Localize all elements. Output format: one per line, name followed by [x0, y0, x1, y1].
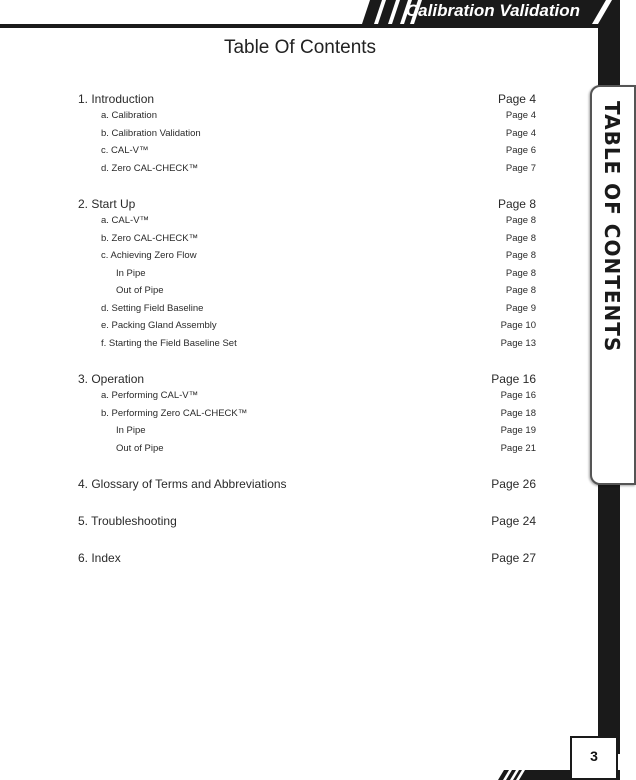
toc-section	[78, 92, 536, 180]
toc-subentry-label: e. Packing Gland Assembly	[101, 320, 217, 331]
toc-subentry-label: b. Calibration Validation	[101, 127, 201, 139]
toc-section	[78, 551, 536, 569]
toc-subentry-page: Page 8	[505, 232, 536, 244]
toc-subentry-label: a. Calibration	[101, 110, 157, 121]
toc-section	[78, 514, 536, 532]
toc-subentry-label: Out of Pipe	[116, 442, 164, 454]
toc-subentry	[78, 110, 536, 128]
toc-subentry	[78, 285, 536, 303]
top-rule	[0, 24, 602, 28]
toc-subentry	[78, 163, 536, 181]
toc-entry-page: Page 4	[497, 92, 536, 106]
toc-subentry	[78, 233, 536, 251]
toc-entry	[78, 92, 536, 110]
toc-subentry-page: Page 8	[505, 267, 536, 279]
toc-entry-label: 3. Operation	[78, 372, 145, 386]
toc-subentry-label: b. Zero CAL-CHECK™	[101, 232, 199, 244]
toc-section	[78, 197, 536, 355]
toc-subentry-page: Page 13	[500, 337, 536, 349]
toc-subentry-label: f. Starting the Field Baseline Set	[101, 337, 237, 349]
toc-entry	[78, 514, 536, 532]
toc-subentry	[78, 303, 536, 321]
toc-subentry	[78, 425, 536, 443]
toc-subentry-label: b. Performing Zero CAL-CHECK™	[101, 407, 248, 419]
toc-subentry-page: Page 18	[500, 407, 536, 419]
toc-subentry-label: Out of Pipe	[116, 285, 164, 296]
toc-entry	[78, 372, 536, 390]
toc-subentry-page: Page 4	[505, 127, 536, 139]
toc-entry-page: Page 16	[491, 372, 536, 386]
toc-entry	[78, 551, 536, 569]
section-tab-label: TABLE OF CONTENTS	[600, 101, 624, 353]
toc-subentry-page: Page 4	[505, 110, 536, 121]
toc-entry	[78, 197, 536, 215]
toc-subentry	[78, 128, 536, 146]
toc-subentry-page: Page 6	[505, 145, 536, 156]
toc-subentry	[78, 145, 536, 163]
toc-subentry-label: d. Zero CAL-CHECK™	[101, 162, 199, 174]
toc-subentry-page: Page 8	[505, 250, 536, 261]
toc-entry-page: Page 8	[497, 197, 536, 211]
toc-subentry-label: c. CAL-V™	[101, 145, 149, 156]
toc-subentry	[78, 250, 536, 268]
toc-subentry-label: d. Setting Field Baseline	[101, 302, 204, 314]
toc-subentry-page: Page 8	[505, 285, 536, 296]
toc-subentry	[78, 443, 536, 461]
toc-subentry	[78, 215, 536, 233]
toc-entry-page: Page 24	[491, 514, 536, 528]
toc-entry-label: 2. Start Up	[78, 197, 136, 211]
toc-section	[78, 372, 536, 460]
toc-subentry-page: Page 8	[505, 215, 536, 226]
toc-subentry	[78, 338, 536, 356]
toc-subentry-page: Page 7	[505, 162, 536, 174]
section-tab-label-wrap	[592, 101, 632, 471]
table-of-contents	[78, 92, 536, 588]
header-title: Calibration Validation	[405, 1, 580, 20]
toc-subentry-page: Page 10	[500, 320, 536, 331]
toc-section	[78, 477, 536, 495]
toc-entry-page: Page 27	[491, 551, 536, 565]
toc-entry-page: Page 26	[491, 477, 536, 491]
toc-subentry	[78, 268, 536, 286]
page-number: 3	[590, 748, 598, 764]
toc-subentry-label: c. Achieving Zero Flow	[101, 250, 197, 261]
toc-entry	[78, 477, 536, 495]
toc-subentry-page: Page 19	[500, 425, 536, 436]
toc-subentry	[78, 408, 536, 426]
toc-subentry-page: Page 21	[500, 442, 536, 454]
toc-subentry-page: Page 16	[500, 390, 536, 401]
toc-subentry	[78, 390, 536, 408]
page-title: Table Of Contents	[223, 37, 377, 58]
toc-subentry	[78, 320, 536, 338]
toc-subentry-label: In Pipe	[116, 425, 146, 436]
toc-subentry-label: In Pipe	[116, 267, 146, 279]
toc-subentry-label: a. CAL-V™	[101, 215, 150, 226]
toc-entry-label: 6. Index	[78, 551, 121, 565]
toc-subentry-page: Page 9	[505, 302, 536, 314]
toc-entry-label: 1. Introduction	[78, 92, 155, 106]
toc-entry-label: 4. Glossary of Terms and Abbreviations	[78, 477, 287, 491]
toc-entry-label: 5. Troubleshooting	[78, 514, 177, 528]
toc-subentry-label: a. Performing CAL-V™	[101, 390, 199, 401]
